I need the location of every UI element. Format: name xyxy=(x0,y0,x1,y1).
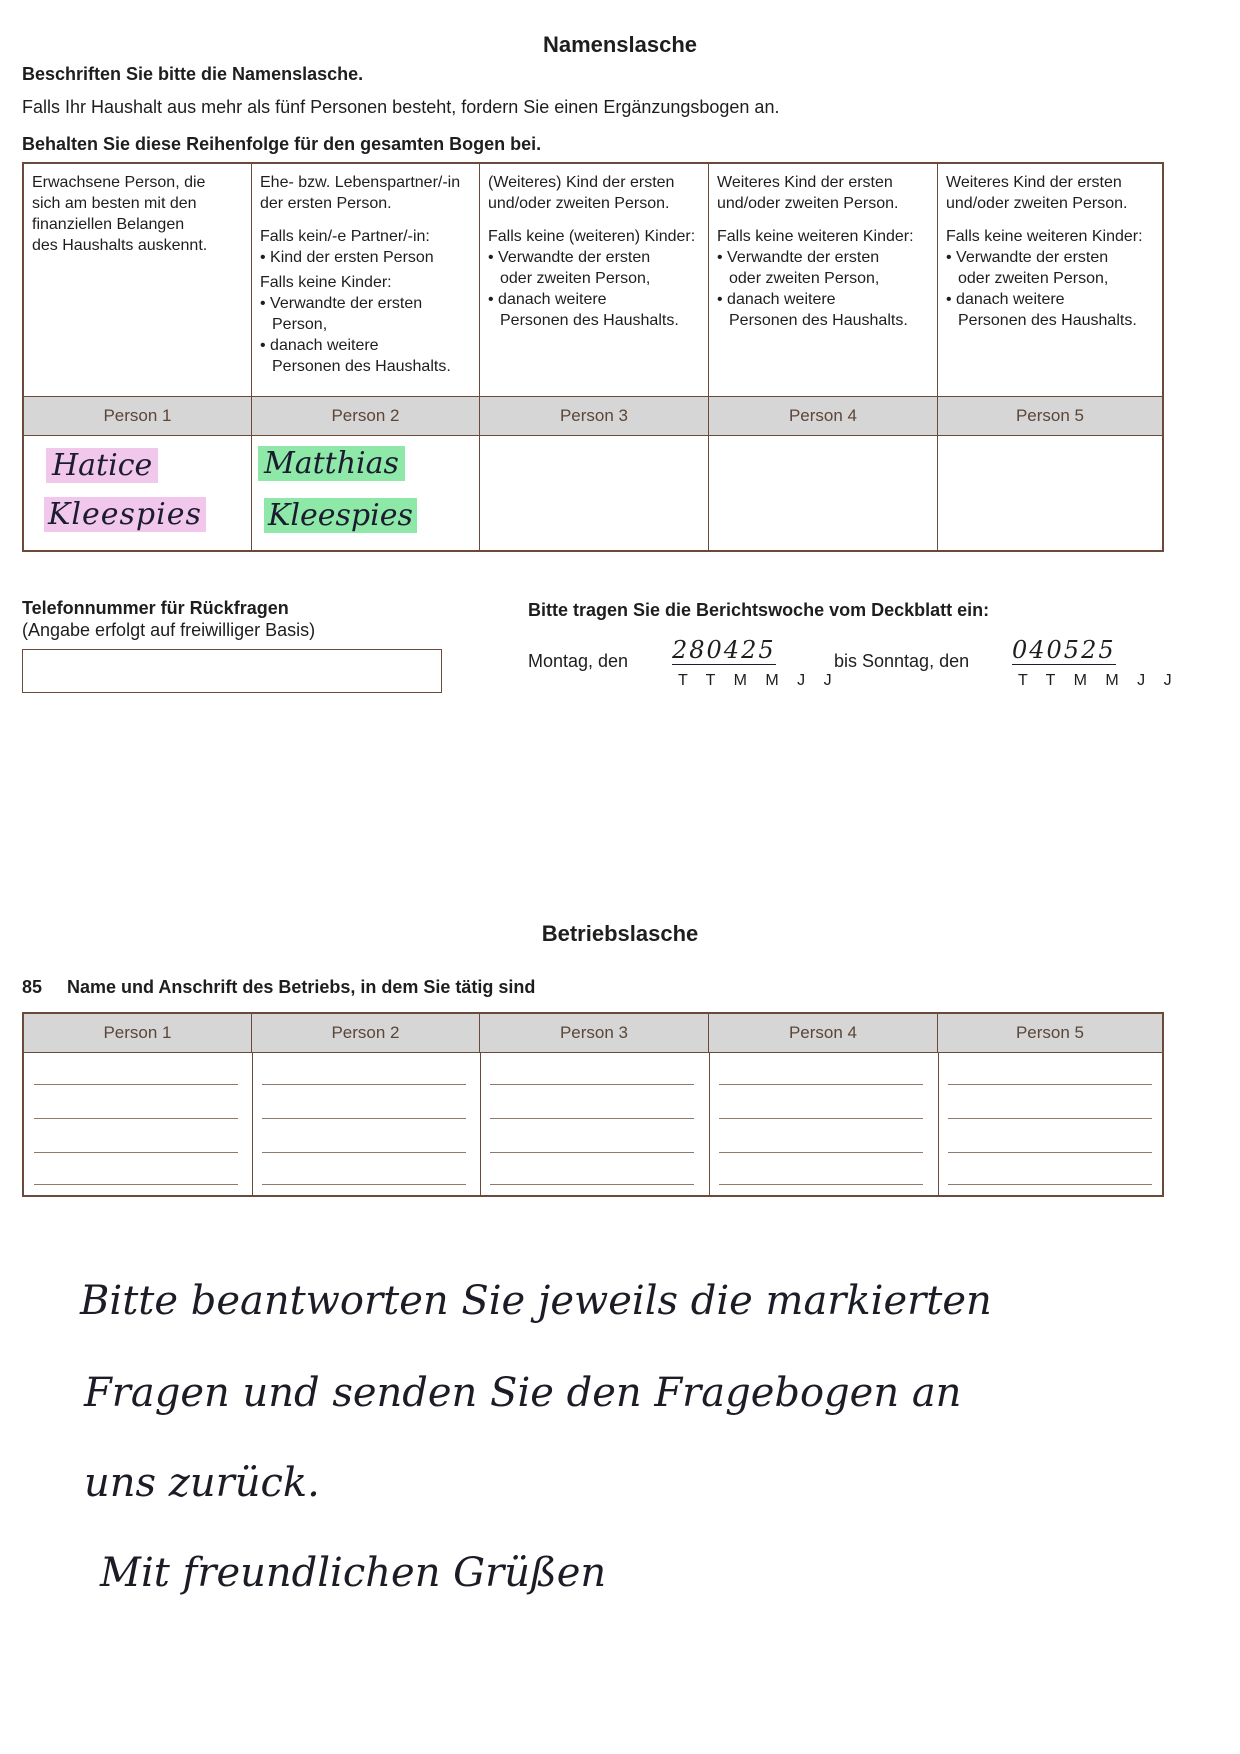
instruction-label: Beschriften Sie bitte die Namenslasche. xyxy=(22,64,364,84)
column-person-2 xyxy=(252,164,480,550)
column-description: Ehe- bzw. Lebenspartner/-in der ersten Person. Falls kein/-e Partner/-in: • Kind der ersten Person Falls keine Kinder: • Verwandte der ersten Person, • danach weitere Personen des Haushalts. xyxy=(260,174,461,375)
write-line xyxy=(948,1084,1152,1085)
write-line xyxy=(490,1084,694,1085)
person-header: Person 1 xyxy=(24,397,252,435)
person-header-row xyxy=(24,1014,1162,1053)
sunday-date-format: T T M M J J xyxy=(1018,672,1179,689)
person-header: Person 2 xyxy=(252,1014,480,1052)
section-title-namenslasche: Namenslasche xyxy=(542,32,698,57)
write-line xyxy=(719,1152,923,1153)
employer-table xyxy=(22,1012,1164,1197)
person-1-last-name[interactable]: Kleespies xyxy=(44,497,206,532)
name-tab-table xyxy=(22,162,1164,552)
note-line-1: Bitte beantworten Sie jeweils die markierten xyxy=(80,1278,992,1324)
write-line xyxy=(490,1118,694,1119)
write-line xyxy=(719,1084,923,1085)
phone-sublabel: (Angabe erfolgt auf freiwilliger Basis) xyxy=(22,620,316,640)
week-label: Bitte tragen Sie die Berichtswoche vom Deckblatt ein: xyxy=(528,600,990,620)
person-2-first-name[interactable]: Matthias xyxy=(258,446,405,481)
person-1-first-name[interactable]: Hatice xyxy=(46,448,158,483)
column-person-5 xyxy=(938,164,1162,550)
write-line xyxy=(34,1084,238,1085)
column-person-1 xyxy=(24,164,252,550)
column-description: Erwachsene Person, die sich am besten mit den finanziellen Belangen des Haushalts auskennt. xyxy=(32,174,208,254)
section-title-betriebslasche: Betriebslasche xyxy=(541,921,699,946)
order-instruction: Behalten Sie diese Reihenfolge für den gesamten Bogen bei. xyxy=(22,134,542,154)
column-description: Weiteres Kind der ersten und/oder zweiten Person. Falls keine weiteren Kinder: • Verwandte der ersten oder zweiten Person, • danach weitere Personen des Haushalts. xyxy=(717,174,914,329)
column-description: (Weiteres) Kind der ersten und/oder zweiten Person. Falls keine (weiteren) Kinder: • Verwandte der ersten oder zweiten Person, • danach weitere Personen des Haushalts. xyxy=(488,174,696,329)
write-line xyxy=(719,1118,923,1119)
write-line xyxy=(948,1184,1152,1185)
write-line xyxy=(948,1152,1152,1153)
employer-cell-person-1[interactable] xyxy=(24,1052,253,1195)
person-header: Person 4 xyxy=(709,1014,938,1052)
monday-label: Montag, den xyxy=(528,651,629,671)
question-number: 85 xyxy=(22,977,43,997)
write-line xyxy=(262,1118,466,1119)
employer-cell-person-4[interactable] xyxy=(709,1052,939,1195)
note-line-2: Fragen und senden Sie den Fragebogen an xyxy=(84,1370,962,1416)
write-line xyxy=(719,1184,923,1185)
person-header: Person 5 xyxy=(1015,406,1085,425)
employer-cell-person-3[interactable] xyxy=(480,1052,710,1195)
person-header: Person 3 xyxy=(480,1014,709,1052)
note-line-4: Mit freundlichen Grüßen xyxy=(100,1550,607,1596)
person-header: Person 4 xyxy=(709,397,938,435)
sunday-date-field[interactable]: 040525 xyxy=(1012,636,1116,664)
sunday-label: bis Sonntag, den xyxy=(834,651,970,671)
phone-input[interactable] xyxy=(22,649,442,693)
person-header: Person 2 xyxy=(252,397,480,435)
person-header: Person 5 xyxy=(1015,1023,1085,1042)
person-header: Person 1 xyxy=(24,1014,252,1052)
column-person-4 xyxy=(709,164,938,550)
write-line xyxy=(262,1184,466,1185)
monday-date-format: T T M M J J xyxy=(678,672,839,689)
phone-label: Telefonnummer für Rückfragen xyxy=(22,598,289,618)
person-2-last-name[interactable]: Kleespies xyxy=(264,498,417,533)
monday-date-field[interactable]: 280425 xyxy=(672,636,776,664)
write-line xyxy=(490,1184,694,1185)
person-header: Person 3 xyxy=(480,397,709,435)
write-line xyxy=(262,1152,466,1153)
instruction-text: Falls Ihr Haushalt aus mehr als fünf Personen besteht, fordern Sie einen Ergänzungsbogen an. xyxy=(22,97,780,117)
write-line xyxy=(262,1084,466,1085)
column-person-3 xyxy=(480,164,709,550)
employer-cell-person-2[interactable] xyxy=(252,1052,481,1195)
column-description: Weiteres Kind der ersten und/oder zweiten Person. Falls keine weiteren Kinder: • Verwandte der ersten oder zweiten Person, • danach weitere Personen des Haushalts. xyxy=(946,174,1143,329)
note-line-3: uns zurück. xyxy=(84,1460,320,1506)
write-line xyxy=(34,1118,238,1119)
write-line xyxy=(490,1152,694,1153)
write-line xyxy=(34,1152,238,1153)
person-header-row xyxy=(24,396,1162,436)
employer-cell-person-5[interactable] xyxy=(938,1052,1162,1195)
question-text: Name und Anschrift des Betriebs, in dem Sie tätig sind xyxy=(67,977,536,997)
write-line xyxy=(34,1184,238,1185)
write-line xyxy=(948,1118,1152,1119)
